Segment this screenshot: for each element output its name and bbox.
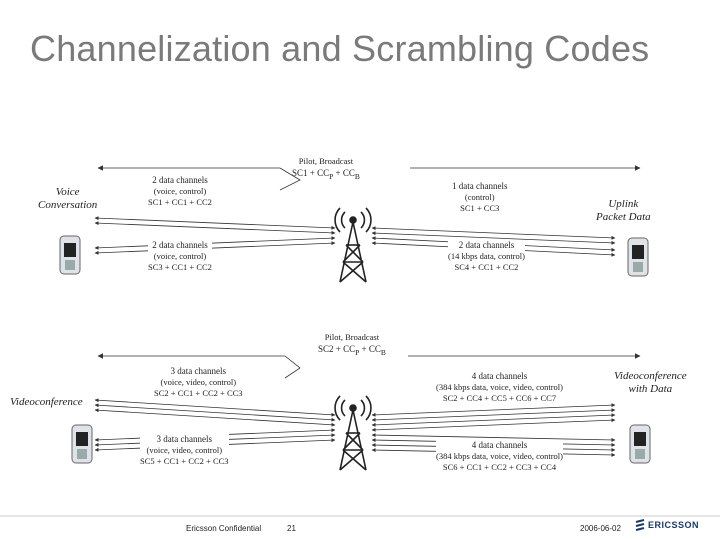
cell-tower-icon (335, 208, 371, 282)
mobile-phone-icon (72, 425, 92, 463)
user-label-videoconference-with-data: Videoconference with Data (614, 370, 687, 395)
ericsson-logo-icon (634, 519, 646, 531)
user-label-uplink-packet-data: Uplink Packet Data (596, 198, 651, 223)
user-label-videoconference: Videoconference (10, 396, 83, 408)
link-label: 4 data channels (384 kbps data, voice, video, control) SC2 + CC4 + CC5 + CC6 + CC7 (436, 371, 563, 403)
footer-page-number: 21 (287, 524, 296, 533)
page-title: Channelization and Scrambling Codes (30, 28, 650, 69)
mobile-phone-icon (60, 236, 80, 274)
mobile-phone-icon (630, 425, 650, 463)
pilot-broadcast-label: Pilot, Broadcast $SC2 + CC_P + CC_B$ (318, 332, 386, 357)
link-label: 2 data channels (voice, control) SC3 + CC1 + CC2 (148, 240, 212, 272)
ericsson-logo: ERICSSON (648, 520, 700, 530)
pilot-broadcast-label: Pilot, Broadcast $SC1 + CC_P + CC_B$ (292, 156, 360, 181)
link-label: 3 data channels (voice, video, control) SC5 + CC1 + CC2 + CC3 (140, 434, 229, 466)
cell-tower-icon (335, 396, 371, 470)
link-label: 2 data channels (14 kbps data, control) SC4 + CC1 + CC2 (448, 240, 525, 272)
mobile-phone-icon (628, 238, 648, 276)
footer-date: 2006-06-02 (580, 524, 621, 533)
user-label-voice-conversation: Voice Conversation (38, 186, 98, 211)
link-label: 2 data channels (voice, control) SC1 + CC1 + CC2 (148, 175, 212, 207)
link-label: 1 data channels (control) SC1 + CC3 (452, 181, 508, 213)
link-label: 4 data channels (384 kbps data, voice, video, control) SC6 + CC1 + CC2 + CC3 + CC4 (436, 440, 563, 472)
link-lines-voice-1 (95, 218, 335, 253)
footer-confidential: Ericsson Confidential (186, 524, 262, 533)
link-label: 3 data channels (voice, video, control) SC2 + CC1 + CC2 + CC3 (154, 366, 243, 398)
